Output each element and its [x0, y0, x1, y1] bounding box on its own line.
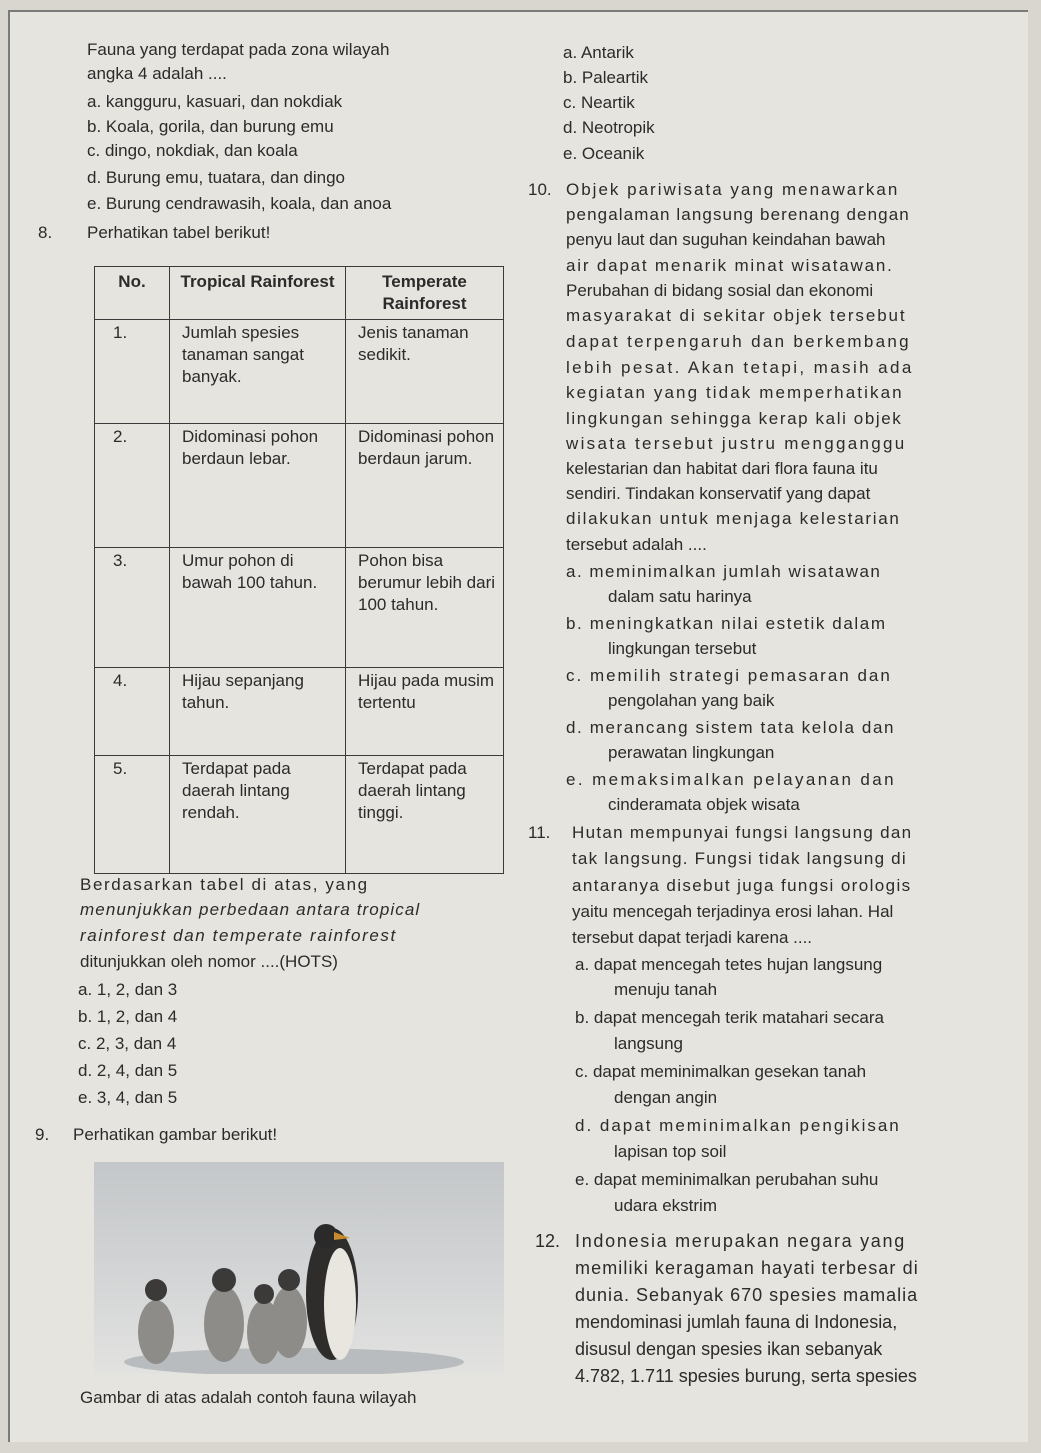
q10-option-d-cont: perawatan lingkungan — [608, 743, 775, 762]
q12-line3: dunia. Sebanyak 670 spesies mamalia — [575, 1285, 919, 1305]
row-number: 2. — [95, 424, 170, 548]
q10-line13: sendiri. Tindakan konservatif yang dapat — [566, 484, 871, 503]
q12-line4: mendominasi jumlah fauna di Indonesia, — [575, 1312, 898, 1332]
q11-line3: antaranya disebut juga fungsi orologis — [572, 876, 912, 895]
tropical-cell: Terdapat pada daerah lintang rendah. — [170, 756, 346, 874]
q8-question-line2: menunjukkan perbedaan antara tropical — [80, 900, 421, 919]
q10-line5: Perubahan di bidang sosial dan ekonomi — [566, 281, 874, 300]
q11-option-c: c. dapat meminimalkan gesekan tanah — [575, 1062, 867, 1081]
q7r-option-b: b. Paleartik — [563, 68, 649, 87]
tropical-cell: Hijau sepanjang tahun. — [170, 668, 346, 756]
q8-question-line3: rainforest dan temperate rainforest — [80, 926, 397, 945]
q10-line15: tersebut adalah .... — [566, 535, 707, 554]
q11-number: 11. — [528, 823, 551, 842]
q10-line1: Objek pariwisata yang menawarkan — [566, 180, 900, 199]
q10-line9: kegiatan yang tidak memperhatikan — [566, 383, 904, 402]
q12-number: 12. — [535, 1231, 561, 1251]
q11-option-d-cont: lapisan top soil — [614, 1142, 727, 1161]
tropical-cell: Didominasi pohon berdaun lebar. — [170, 424, 346, 548]
q12-line1: Indonesia merupakan negara yang — [575, 1231, 906, 1251]
q7r-option-d: d. Neotropik — [563, 118, 655, 137]
q7-stem-line1: Fauna yang terdapat pada zona wilayah — [87, 40, 390, 59]
row-number: 5. — [95, 756, 170, 874]
q10-option-e: e. memaksimalkan pelayanan dan — [566, 770, 896, 789]
q11-line4: yaitu mencegah terjadinya erosi lahan. Hal — [572, 902, 894, 921]
tropical-cell: Umur pohon di bawah 100 tahun. — [170, 548, 346, 668]
worksheet-page — [8, 10, 1028, 1442]
q7-option-d: d. Burung emu, tuatara, dan dingo — [87, 168, 346, 187]
q10-line6: masyarakat di sekitar objek tersebut — [566, 306, 907, 325]
temperate-cell: Jenis tanaman sedikit. — [346, 320, 504, 424]
table-row — [95, 320, 504, 424]
q7-option-e: e. Burung cendrawasih, koala, dan anoa — [87, 194, 392, 213]
penguin-photo — [94, 1162, 504, 1374]
q8-question-line4: ditunjukkan oleh nomor ....(HOTS) — [80, 952, 338, 971]
rainforest-comparison-table — [94, 266, 504, 874]
q11-option-c-cont: dengan angin — [614, 1088, 718, 1107]
q7-option-b: b. Koala, gorila, dan burung emu — [87, 117, 334, 136]
table-row — [95, 424, 504, 548]
q11-option-e: e. dapat meminimalkan perubahan suhu — [575, 1170, 879, 1189]
q8-number: 8. — [38, 223, 53, 242]
q7r-option-a: a. Antarik — [563, 43, 634, 62]
q10-option-b: b. meningkatkan nilai estetik dalam — [566, 614, 887, 633]
row-number: 3. — [95, 548, 170, 668]
header-no: No. — [95, 267, 170, 320]
q11-option-a-cont: menuju tanah — [614, 980, 718, 999]
q10-number: 10. — [528, 180, 552, 199]
q10-line12: kelestarian dan habitat dari flora fauna itu — [566, 459, 878, 478]
q9-stem: Perhatikan gambar berikut! — [73, 1125, 278, 1144]
q11-line5: tersebut dapat terjadi karena .... — [572, 928, 813, 947]
row-number: 4. — [95, 668, 170, 756]
q10-option-a-cont: dalam satu harinya — [608, 587, 752, 606]
tropical-cell: Jumlah spesies tanaman sangat banyak. — [170, 320, 346, 424]
temperate-cell: Hijau pada musim tertentu — [346, 668, 504, 756]
header-tropical: Tropical Rainforest — [170, 267, 346, 320]
q10-option-b-cont: lingkungan tersebut — [608, 639, 757, 658]
q10-line2: pengalaman langsung berenang dengan — [566, 205, 910, 224]
q11-option-d: d. dapat meminimalkan pengikisan — [575, 1116, 901, 1135]
q9-number: 9. — [35, 1125, 50, 1144]
q10-line3: penyu laut dan suguhan keindahan bawah — [566, 230, 886, 249]
temperate-cell: Didominasi pohon berdaun jarum. — [346, 424, 504, 548]
q8-option-c: c. 2, 3, dan 4 — [78, 1034, 177, 1053]
q10-option-d: d. merancang sistem tata kelola dan — [566, 718, 896, 737]
q10-option-c-cont: pengolahan yang baik — [608, 691, 775, 710]
q11-option-e-cont: udara ekstrim — [614, 1196, 717, 1215]
table-header-row — [95, 267, 504, 320]
q8-option-e: e. 3, 4, dan 5 — [78, 1088, 178, 1107]
q8-option-b: b. 1, 2, dan 4 — [78, 1007, 178, 1026]
q8-option-d: d. 2, 4, dan 5 — [78, 1061, 178, 1080]
q10-line8: lebih pesat. Akan tetapi, masih ada — [566, 358, 914, 377]
q7-stem-line2: angka 4 adalah .... — [87, 64, 227, 83]
table-row — [95, 756, 504, 874]
q7-option-a: a. kangguru, kasuari, dan nokdiak — [87, 92, 343, 111]
q11-line2: tak langsung. Fungsi tidak langsung di — [572, 849, 907, 868]
q7-option-c: c. dingo, nokdiak, dan koala — [87, 141, 298, 160]
q11-option-a: a. dapat mencegah tetes hujan langsung — [575, 955, 883, 974]
q9-caption: Gambar di atas adalah contoh fauna wilayah — [80, 1388, 417, 1407]
table-row — [95, 548, 504, 668]
temperate-cell: Pohon bisa berumur lebih dari 100 tahun. — [346, 548, 504, 668]
temperate-cell: Terdapat pada daerah lintang tinggi. — [346, 756, 504, 874]
q8-stem: Perhatikan tabel berikut! — [87, 223, 271, 242]
q10-line7: dapat terpengaruh dan berkembang — [566, 332, 911, 351]
q8-question-line1: Berdasarkan tabel di atas, yang — [80, 875, 369, 894]
header-temperate: Temperate Rainforest — [346, 267, 504, 320]
q10-option-e-cont: cinderamata objek wisata — [608, 795, 800, 814]
row-number: 1. — [95, 320, 170, 424]
q12-line2: memiliki keragaman hayati terbesar di — [575, 1258, 919, 1278]
q8-option-a: a. 1, 2, dan 3 — [78, 980, 178, 999]
q10-line11: wisata tersebut justru mengganggu — [566, 434, 907, 453]
q10-option-c: c. memilih strategi pemasaran dan — [566, 666, 892, 685]
q10-line10: lingkungan sehingga kerap kali objek — [566, 409, 903, 428]
q10-line14: dilakukan untuk menjaga kelestarian — [566, 509, 901, 528]
q10-option-a: a. meminimalkan jumlah wisatawan — [566, 562, 882, 581]
q7r-option-c: c. Neartik — [563, 93, 635, 112]
q10-line4: air dapat menarik minat wisatawan. — [566, 256, 894, 275]
q11-line1: Hutan mempunyai fungsi langsung dan — [572, 823, 913, 842]
q12-line6: 4.782, 1.711 spesies burung, serta spesies — [575, 1366, 917, 1386]
q12-line5: disusul dengan spesies ikan sebanyak — [575, 1339, 883, 1359]
table-row — [95, 668, 504, 756]
q11-option-b-cont: langsung — [614, 1034, 684, 1053]
q11-option-b: b. dapat mencegah terik matahari secara — [575, 1008, 885, 1027]
q7r-option-e: e. Oceanik — [563, 144, 645, 163]
penguin-illustration — [94, 1162, 504, 1374]
